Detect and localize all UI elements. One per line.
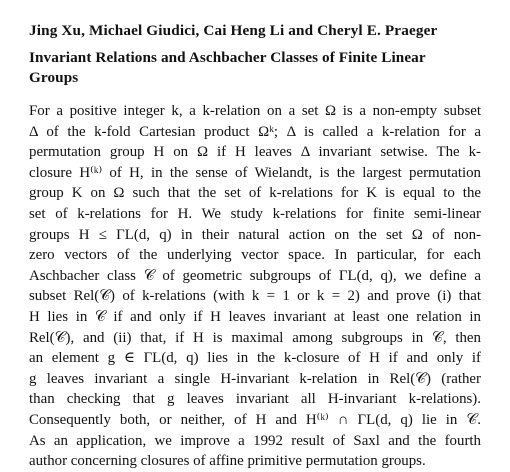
author-list: Jing Xu, Michael Giudici, Cai Heng Li and Cheryl E. Praeger <box>29 22 438 39</box>
paper-title <box>29 48 481 88</box>
abstract-line: closure H⁽ᵏ⁾ of H, in the sense of Wielandt, is the largest permutation <box>29 164 481 181</box>
abstract-line: For a positive integer k, a k-relation on a set Ω is a non-empty subset <box>29 103 481 119</box>
abstract-line: Rel(𝒞), and (ii) that, if H is maximal among subgroups in 𝒞, then <box>29 329 481 346</box>
title-line: Groups <box>29 69 79 86</box>
abstract-line: permutation group H on Ω if H leaves Δ invariant setwise. The k- <box>29 144 481 161</box>
abstract-line: an element g ∈ ΓL(d, q) lies in the k-closure of H if and only if <box>29 350 481 367</box>
abstract-line: H lies in 𝒞 if and only if H leaves invariant at least one relation in <box>29 308 481 325</box>
abstract-line: than checking that g leaves invariant all H-invariant k-relations). <box>29 391 481 408</box>
abstract-line: Consequently both, or neither, of H and H⁽ᵏ⁾ ∩ ΓL(d, q) lie in 𝒞. <box>29 411 481 428</box>
abstract-line: groups H ≤ ΓL(d, q) in their natural action on the set Ω of non- <box>29 226 481 243</box>
title-line: Invariant Relations and Aschbacher Classes of Finite Linear <box>29 49 426 66</box>
abstract-line: g leaves invariant a single H-invariant k-relation in Rel(𝒞) (rather <box>29 370 481 387</box>
abstract-line: subset Rel(𝒞) of k-relations (with k = 1 or k = 2) and prove (i) that <box>29 288 481 305</box>
abstract-line: zero vectors of the underlying vector space. In particular, for each <box>29 247 481 264</box>
abstract-line: As an application, we improve a 1992 result of Saxl and the fourth <box>29 432 481 449</box>
abstract-line: set of k-relations for H. We study k-relations for finite semi-linear <box>29 205 481 222</box>
abstract-line: author concerning closures of affine primitive permutation groups. <box>29 453 426 470</box>
abstract-line: Δ of the k-fold Cartesian product Ωᵏ; Δ is called a k-relation for a <box>29 123 481 140</box>
abstract-line: group K on Ω such that the set of k-relations for K is equal to the <box>29 185 481 202</box>
paper-page <box>29 0 481 469</box>
abstract <box>29 101 481 472</box>
abstract-line: Aschbacher class 𝒞 of geometric subgroups of ΓL(d, q), we define a <box>29 267 481 284</box>
